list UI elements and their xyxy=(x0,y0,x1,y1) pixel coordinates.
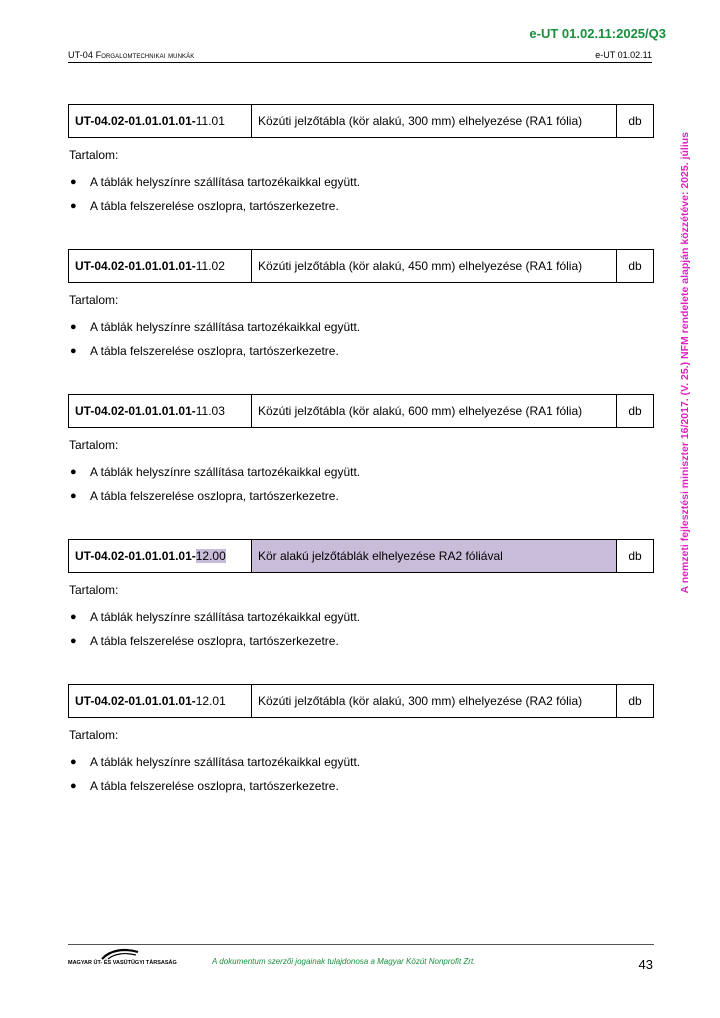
bullet-icon: ● xyxy=(70,780,77,792)
bullet-icon: ● xyxy=(70,200,77,212)
list-item: ● A tábla felszerelése oszlopra, tartószerkezetre. xyxy=(70,634,339,648)
list-item: ● A táblák helyszínre szállítása tartozékaikkal együtt. xyxy=(70,755,361,769)
list-item: ● A táblák helyszínre szállítása tartozékaikkal együtt. xyxy=(70,320,361,334)
list-item: ● A tábla felszerelése oszlopra, tartószerkezetre. xyxy=(70,199,339,213)
item-unit-cell: db xyxy=(617,105,654,138)
item-code-suffix: 11.01 xyxy=(195,114,225,128)
item-block xyxy=(68,249,654,363)
bullet-icon: ● xyxy=(70,466,77,478)
publication-side-note: A nemzeti fejlesztési miniszter 16/2017. (V. 25.) NFM rendelete alapján közzétéve: 2025. július xyxy=(679,132,691,594)
item-unit-cell: db xyxy=(617,250,654,283)
item-description-cell: Közúti jelzőtábla (kör alakú, 600 mm) elhelyezése (RA1 fólia) xyxy=(252,395,617,428)
list-item: ● A táblák helyszínre szállítása tartozékaikkal együtt. xyxy=(70,465,361,479)
item-block-highlighted xyxy=(68,539,654,653)
item-code-table xyxy=(68,394,654,428)
item-code-cell xyxy=(69,685,252,718)
bullet-icon: ● xyxy=(70,345,77,357)
item-block xyxy=(68,104,654,218)
content-bullet-list xyxy=(68,460,654,508)
content-label: Tartalom: xyxy=(69,148,119,162)
item-code-table xyxy=(68,249,654,283)
item-code-prefix: UT-04.02-01.01.01.01- xyxy=(75,404,196,418)
item-code-cell xyxy=(69,395,252,428)
item-code-suffix: 11.03 xyxy=(195,404,225,418)
item-description-cell: Közúti jelzőtábla (kör alakú, 300 mm) elhelyezése (RA2 fólia) xyxy=(252,685,617,718)
content-label: Tartalom: xyxy=(69,438,119,452)
list-item: ● A táblák helyszínre szállítása tartozékaikkal együtt. xyxy=(70,175,361,189)
item-code-suffix: 12.00 xyxy=(195,549,226,563)
item-code-prefix: UT-04.02-01.01.01.01- xyxy=(75,114,196,128)
item-unit-cell: db xyxy=(617,540,654,573)
item-block xyxy=(68,684,654,798)
item-code-prefix: UT-04.02-01.01.01.01- xyxy=(75,694,196,708)
item-code-cell xyxy=(69,105,252,138)
item-code-prefix: UT-04.02-01.01.01.01- xyxy=(75,549,196,563)
list-item: ● A tábla felszerelése oszlopra, tartószerkezetre. xyxy=(70,344,339,358)
content-label: Tartalom: xyxy=(69,728,119,742)
item-code-prefix: UT-04.02-01.01.01.01- xyxy=(75,259,196,273)
content-label: Tartalom: xyxy=(69,293,119,307)
content-bullet-list xyxy=(68,605,654,653)
content-bullet-list xyxy=(68,315,654,363)
footer-divider xyxy=(68,944,654,945)
list-item: ● A tábla felszerelése oszlopra, tartószerkezetre. xyxy=(70,489,339,503)
item-code-suffix: 12.01 xyxy=(195,694,226,708)
list-item: ● A tábla felszerelése oszlopra, tartószerkezetre. xyxy=(70,779,339,793)
item-unit-cell: db xyxy=(617,685,654,718)
item-unit-cell: db xyxy=(617,395,654,428)
running-header xyxy=(68,50,652,63)
page-number: 43 xyxy=(638,957,653,972)
bullet-icon: ● xyxy=(70,635,77,647)
item-code-cell xyxy=(69,540,252,573)
footer-copyright: A dokumentum szerzői jogainak tulajdonosa a Magyar Közút Nonprofit Zrt. xyxy=(212,957,476,966)
header-chapter-title: UT-04 Forgalomtechnikai munkák xyxy=(68,50,195,60)
item-code-suffix: 11.02 xyxy=(195,259,225,273)
item-description-cell: Kör alakú jelzőtáblák elhelyezése RA2 fóliával xyxy=(252,540,617,573)
list-item: ● A táblák helyszínre szállítása tartozékaikkal együtt. xyxy=(70,610,361,624)
bullet-icon: ● xyxy=(70,321,77,333)
road-swoosh-icon xyxy=(100,948,140,960)
item-description-cell: Közúti jelzőtábla (kör alakú, 450 mm) elhelyezése (RA1 fólia) xyxy=(252,250,617,283)
society-logo xyxy=(68,948,177,970)
document-code: e-UT 01.02.11:2025/Q3 xyxy=(529,26,666,41)
item-code-cell xyxy=(69,250,252,283)
bullet-icon: ● xyxy=(70,611,77,623)
society-logo-text: MAGYAR ÚT- ÉS VASÚTÜGYI TÁRSASÁG xyxy=(68,960,177,966)
item-description-cell: Közúti jelzőtábla (kör alakú, 300 mm) elhelyezése (RA1 fólia) xyxy=(252,105,617,138)
content-bullet-list xyxy=(68,170,654,218)
bullet-icon: ● xyxy=(70,756,77,768)
bullet-icon: ● xyxy=(70,490,77,502)
content-label: Tartalom: xyxy=(69,583,119,597)
header-doc-ref: e-UT 01.02.11 xyxy=(595,50,652,60)
item-code-table xyxy=(68,684,654,718)
item-code-table xyxy=(68,104,654,138)
item-code-table xyxy=(68,539,654,573)
content-bullet-list xyxy=(68,750,654,798)
item-block xyxy=(68,394,654,508)
bullet-icon: ● xyxy=(70,176,77,188)
